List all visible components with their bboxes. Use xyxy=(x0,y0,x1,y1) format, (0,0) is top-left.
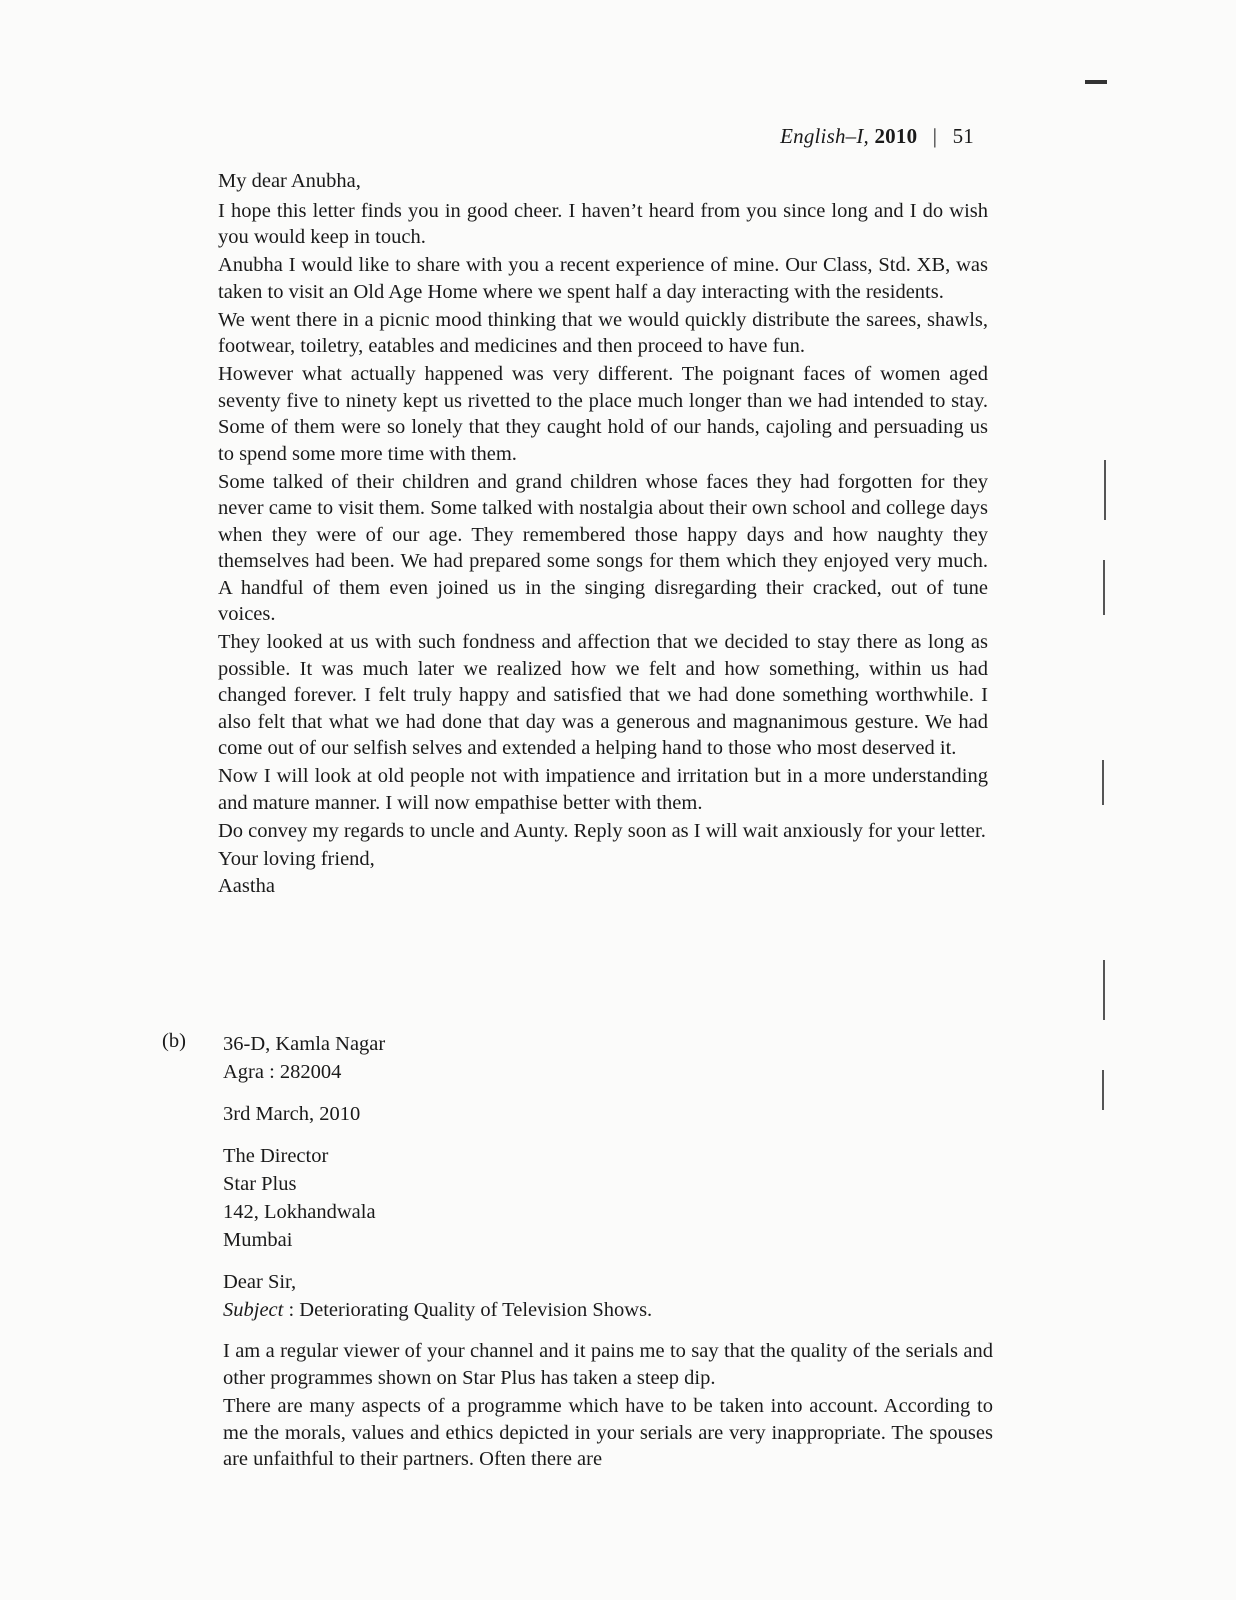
letter-paragraph: Do convey my regards to uncle and Aunty. Reply soon as I will wait anxiously for your letter. xyxy=(218,819,986,842)
address-line: 36-D, Kamla Nagar xyxy=(223,1033,386,1055)
section-label-b: (b) xyxy=(162,1030,186,1052)
page-number: 51 xyxy=(952,124,974,148)
letter-paragraph: I am a regular viewer of your channel and it pains me to say that the quality of the serials and other programmes shown on Star Plus has taken a steep dip. xyxy=(223,1340,993,1389)
header-separator: | xyxy=(932,124,938,148)
subject-label: Subject xyxy=(223,1299,284,1321)
letter-paragraph: Some talked of their children and grand children whose faces they had forgotten for they never came to visit them. Some talked with nostalgia about their own school and college days when they were of our age. They remembered those happy days and how naughty they themselves had been. We had prepared some songs for them which they enjoyed very much. A handful of them even joined us in the singing disregarding their cracked, out of tune voices. xyxy=(218,470,988,625)
recipient-address xyxy=(223,1142,993,1254)
subject-text: : Deteriorating Quality of Television Shows. xyxy=(283,1299,653,1321)
letter-paragraph: We went there in a picnic mood thinking that we would quickly distribute the sarees, shawls, footwear, toiletry, eatables and medicines and then proceed to have fun. xyxy=(218,308,988,357)
recipient-line: Star Plus xyxy=(223,1173,297,1195)
informal-letter xyxy=(218,168,988,899)
scan-edge-mark xyxy=(1103,560,1105,615)
letter-paragraph: There are many aspects of a programme which have to be taken into account. According to me the morals, values and ethics depicted in your serials are very inappropriate. The spouses are unfaithful to their partners. Often there are xyxy=(223,1395,993,1470)
letter-paragraph: However what actually happened was very different. The poignant faces of women aged seventy five to ninety kept us rivetted to the place much longer than we had intended to stay. Some of them were so lonely that they caught hold of our hands, cajoling and persuading us to spend some more time with them. xyxy=(218,363,988,465)
formal-letter xyxy=(223,1030,993,1475)
letter-paragraph: I hope this letter finds you in good cheer. I haven’t heard from you since long and I do wish you would keep in touch. xyxy=(218,199,988,248)
scan-mark-top-right xyxy=(1085,80,1107,84)
formal-salutation: Dear Sir, xyxy=(223,1271,297,1293)
scan-edge-mark xyxy=(1103,960,1105,1020)
letter-paragraph: Now I will look at old people not with impatience and irritation but in a more understanding and mature manner. I will now empathise better with them. xyxy=(218,765,988,814)
letter-closing: Your loving friend, xyxy=(218,848,375,870)
recipient-line: Mumbai xyxy=(223,1229,293,1251)
scan-edge-mark xyxy=(1102,760,1104,805)
letter-paragraph: They looked at us with such fondness and affection that we decided to stay there as long as possible. It was much later we realized how we felt and how something, within us had changed forever. I felt truly happy and satisfied that we had done something worthwhile. I also felt that what we had done that day was a generous and magnanimous gesture. We had come out of our selfish selves and extended a helping hand to those who most deserved it. xyxy=(218,631,988,759)
recipient-line: 142, Lokhandwala xyxy=(223,1201,376,1223)
header-year: 2010 xyxy=(874,124,918,148)
date-text: 3rd March, 2010 xyxy=(223,1103,361,1125)
scan-edge-mark xyxy=(1102,1070,1104,1110)
scan-edge-mark xyxy=(1104,460,1106,520)
subject-line xyxy=(223,1296,993,1324)
recipient-line: The Director xyxy=(223,1145,329,1167)
address-line: Agra : 282004 xyxy=(223,1061,342,1083)
letter-paragraph: Anubha I would like to share with you a recent experience of mine. Our Class, Std. XB, was taken to visit an Old Age Home where we spent half a day interacting with the residents. xyxy=(218,254,988,303)
letter-signature: Aastha xyxy=(218,874,275,897)
header-subject: English–I, xyxy=(780,124,870,148)
sender-address xyxy=(223,1030,993,1086)
letter-salutation: My dear Anubha, xyxy=(218,170,361,192)
letter-date xyxy=(223,1100,993,1128)
page-header xyxy=(780,124,974,149)
